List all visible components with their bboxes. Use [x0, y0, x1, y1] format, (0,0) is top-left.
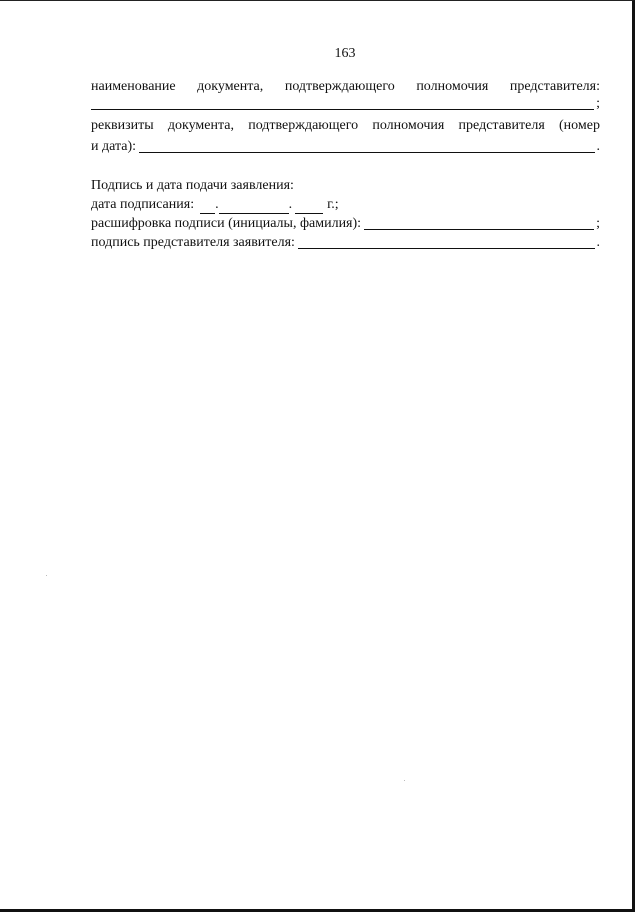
scan-speck [404, 780, 405, 781]
page-number: 163 [334, 46, 356, 61]
date-suffix: г.; [327, 197, 339, 212]
date-day-blank[interactable] [200, 199, 215, 214]
date-separator: . [215, 197, 219, 212]
word: полномочия [372, 118, 445, 133]
scan-speck [46, 575, 47, 576]
rep-doc-name-blank[interactable] [91, 96, 594, 110]
rep-doc-details-blank[interactable] [139, 139, 594, 153]
signing-date-label: дата подписания: [91, 197, 195, 212]
word: представителя [458, 118, 545, 133]
word: подтверждающего [248, 118, 359, 133]
signature-decode-label: расшифровка подписи (инициалы, фамилия): [91, 216, 362, 231]
rep-doc-details-label [91, 117, 600, 135]
rep-signature-blank[interactable] [298, 235, 595, 249]
word: реквизиты [91, 118, 154, 133]
rep-doc-name-label [91, 78, 600, 96]
signing-date-row [91, 196, 339, 214]
date-month-blank[interactable] [219, 199, 289, 214]
word: документа, [167, 118, 234, 133]
word: подтверждающего [284, 79, 395, 94]
rep-doc-details-label2: и дата): [91, 139, 137, 154]
word: полномочия [416, 79, 489, 94]
terminator: . [596, 139, 600, 154]
date-separator: . [288, 197, 293, 212]
rep-signature-row[interactable] [91, 234, 600, 252]
word: представителя: [509, 79, 600, 94]
signature-decode-row[interactable] [91, 215, 600, 233]
rep-doc-name-field[interactable] [91, 95, 600, 113]
word: документа, [197, 79, 264, 94]
terminator: ; [596, 216, 600, 231]
terminator: ; [596, 96, 600, 111]
terminator: . [596, 235, 600, 250]
signature-decode-blank[interactable] [364, 216, 594, 230]
date-year-blank[interactable] [295, 199, 323, 214]
rep-signature-label: подпись представителя заявителя: [91, 235, 295, 250]
word: (номер [558, 118, 600, 133]
signature-heading: Подпись и дата подачи заявления: [91, 178, 294, 193]
word: наименование [91, 79, 176, 94]
rep-doc-details-field[interactable] [91, 138, 600, 156]
